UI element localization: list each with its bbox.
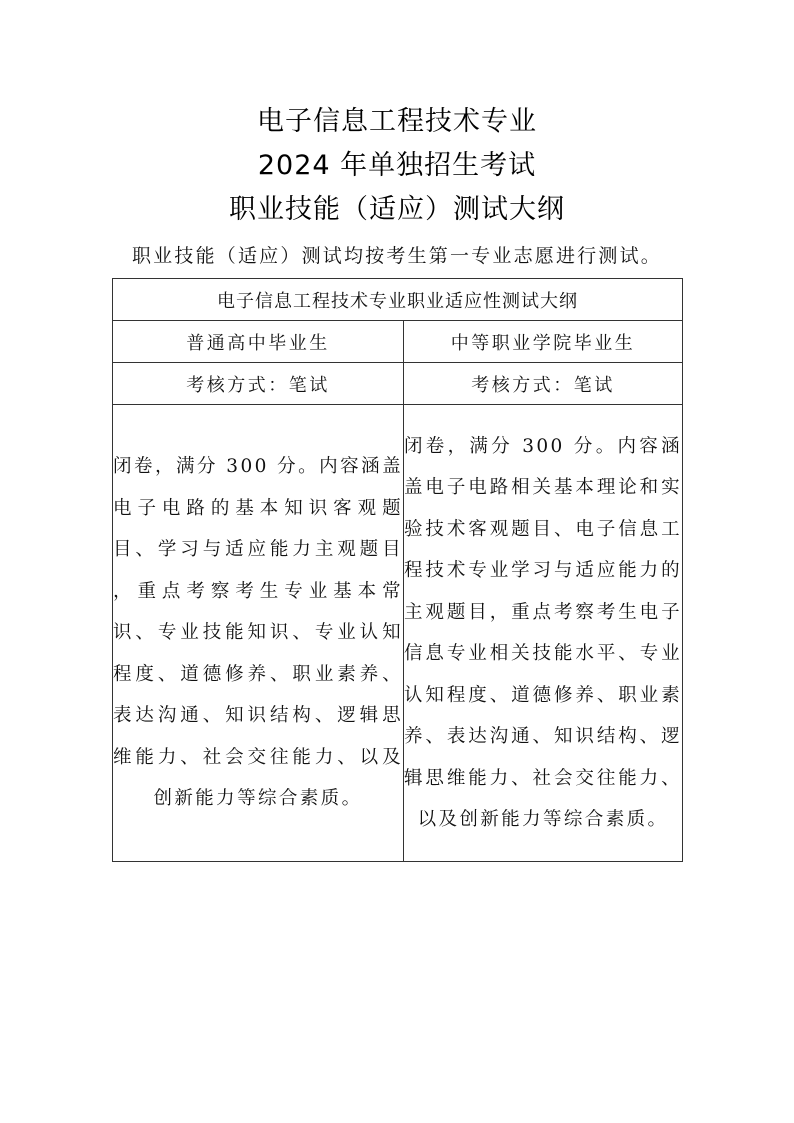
content-cell-highschool: [113, 405, 404, 862]
group-cell-vocational: 中等职业学院毕业生: [404, 321, 683, 363]
group-cell-highschool: 普通高中毕业生: [113, 321, 404, 363]
table-row-method: [113, 363, 683, 405]
method-cell-vocational: 考核方式：笔试: [404, 363, 683, 405]
title-line-exam: 2024 年单独招生考试: [257, 150, 537, 181]
table-header-row: [113, 279, 683, 321]
content-cell-vocational: [404, 405, 683, 862]
intro-paragraph: 职业技能（适应）测试均按考生第一专业志愿进行测试。: [131, 245, 662, 267]
table-row-group: [113, 321, 683, 363]
outline-table: [112, 278, 683, 862]
title-line-outline: 职业技能（适应）测试大纲: [229, 194, 565, 225]
method-cell-highschool: 考核方式：笔试: [113, 363, 404, 405]
document-title: [0, 100, 794, 232]
content-text-highschool: 闭卷，满分 300 分。内容涵盖电子电路的基本知识客观题目、学习与适应能力主观题目 ，重点考察考生专业基本常识、专业技能知识、专业认知程度、道德修养、职业素养、表达沟通、知识结构、逻辑思维能力、社会交往能力、以及创新能力等综合素质。: [113, 456, 403, 810]
title-line-major: 电子信息工程技术专业: [257, 106, 537, 137]
content-text-vocational: 闭卷，满分 300 分。内容涵盖电子电路相关基本理论和实验技术客观题目、电子信息工程技术专业学习与适应能力的主观题目，重点考察考生电子信息专业相关技能水平、专业认知程度、道德修养、职业素养、表达沟通、知识结构、逻辑思维能力、社会交往能力、以及创新能力等综合素质。: [404, 435, 682, 830]
table-header-cell: 电子信息工程技术专业职业适应性测试大纲: [113, 279, 683, 321]
table-row-content: [113, 405, 683, 862]
